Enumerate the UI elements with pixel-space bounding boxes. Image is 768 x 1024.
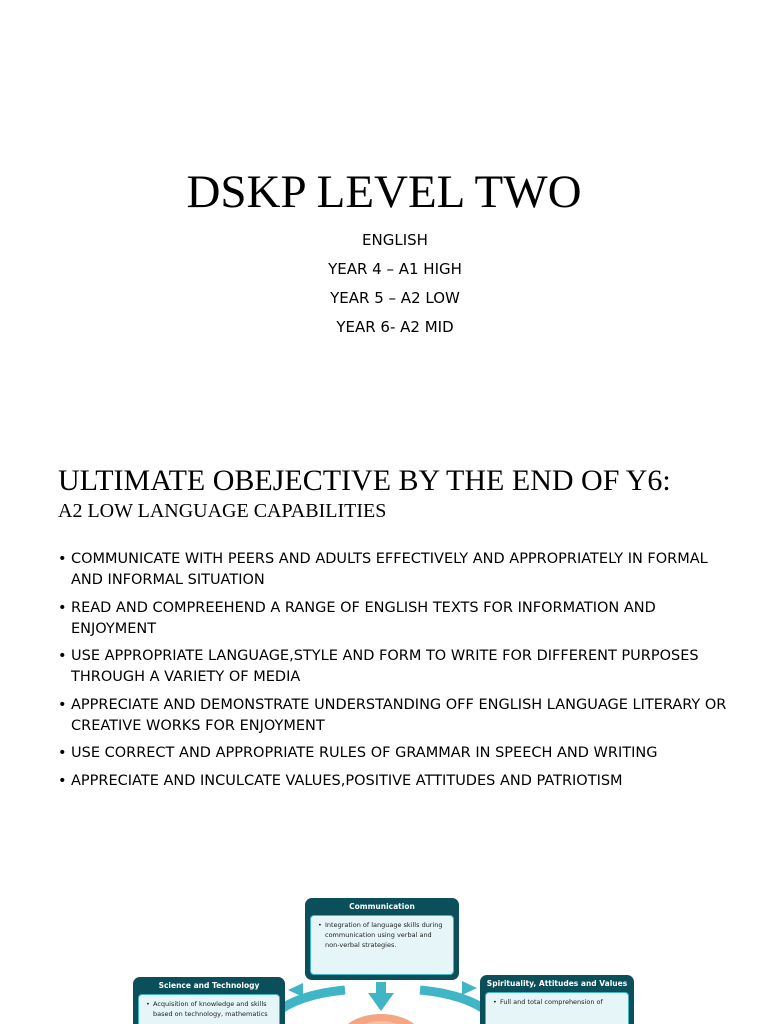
box-text: Acquisition of knowledge and skills based on technology, mathematics (153, 1000, 268, 1018)
list-item (58, 771, 738, 792)
box-title: Science and Technology (158, 981, 260, 990)
curriculum-diagram (0, 880, 768, 1024)
box-text: Full and total comprehension of (500, 998, 603, 1006)
objective-bullet-list (58, 549, 738, 798)
bullet-icon: • (58, 696, 67, 713)
bullet-text: COMMUNICATE WITH PEERS AND ADULTS EFFECTIVELY AND APPROPRIATELY IN FORMAL AND INFORMAL SITUATION (71, 551, 708, 588)
bullet-icon: • (58, 648, 67, 664)
subtitle-list (0, 228, 768, 344)
science-technology-box (133, 977, 285, 1024)
subtitle-line: ENGLISH (362, 231, 428, 249)
box-body (310, 915, 454, 975)
list-item (58, 695, 738, 737)
bullet-icon: • (58, 772, 67, 789)
bullet-icon: • (318, 921, 322, 929)
box-text: Integration of language skills during communication using verbal and non-verbal strategies. (325, 921, 443, 949)
bullet-icon: • (58, 745, 67, 761)
list-item (58, 646, 738, 688)
spirituality-box (480, 975, 634, 1024)
arrow-icon (368, 993, 394, 1011)
list-item (58, 549, 738, 591)
objective-subtitle: A2 LOW LANGUAGE CAPABILITIES (58, 500, 387, 522)
bullet-text: APPRECIATE AND DEMONSTRATE UNDERSTANDING OFF ENGLISH LANGUAGE LITERARY OR CREATIVE WORKS FOR ENJOYMENT (71, 696, 727, 734)
slide-title: DSKP LEVEL TWO (186, 166, 582, 218)
box-body (138, 994, 280, 1024)
subtitle-line: YEAR 6- A2 MID (336, 318, 454, 336)
arrow-icon (288, 983, 303, 997)
list-item (58, 743, 738, 764)
bullet-icon: • (493, 998, 497, 1006)
bullet-text: USE CORRECT AND APPROPRIATE RULES OF GRAMMAR IN SPEECH AND WRITING (71, 745, 658, 761)
arrow-shaft (376, 982, 386, 994)
objective-title: ULTIMATE OBEJECTIVE BY THE END OF Y6: (58, 464, 671, 497)
list-item (58, 598, 738, 640)
arrow-icon (462, 981, 477, 995)
bullet-icon: • (58, 599, 67, 616)
box-title: Spirituality, Attitudes and Values (486, 979, 628, 988)
bullet-text: READ AND COMPREEHEND A RANGE OF ENGLISH TEXTS FOR INFORMATION AND ENJOYMENT (71, 599, 656, 637)
bullet-text: APPRECIATE AND INCULCATE VALUES,POSITIVE ATTITUDES AND PATRIOTISM (71, 772, 623, 789)
bullet-icon: • (146, 1000, 150, 1008)
box-body (485, 992, 629, 1024)
bullet-text: USE APPROPRIATE LANGUAGE,STYLE AND FORM TO WRITE FOR DIFFERENT PURPOSES THROUGH A VARIETY OF MEDIA (71, 648, 699, 685)
communication-box (305, 898, 459, 980)
subtitle-line: YEAR 5 – A2 LOW (330, 289, 460, 307)
box-title: Communication (349, 902, 415, 911)
bullet-icon: • (58, 551, 67, 567)
subtitle-line: YEAR 4 – A1 HIGH (328, 260, 462, 278)
